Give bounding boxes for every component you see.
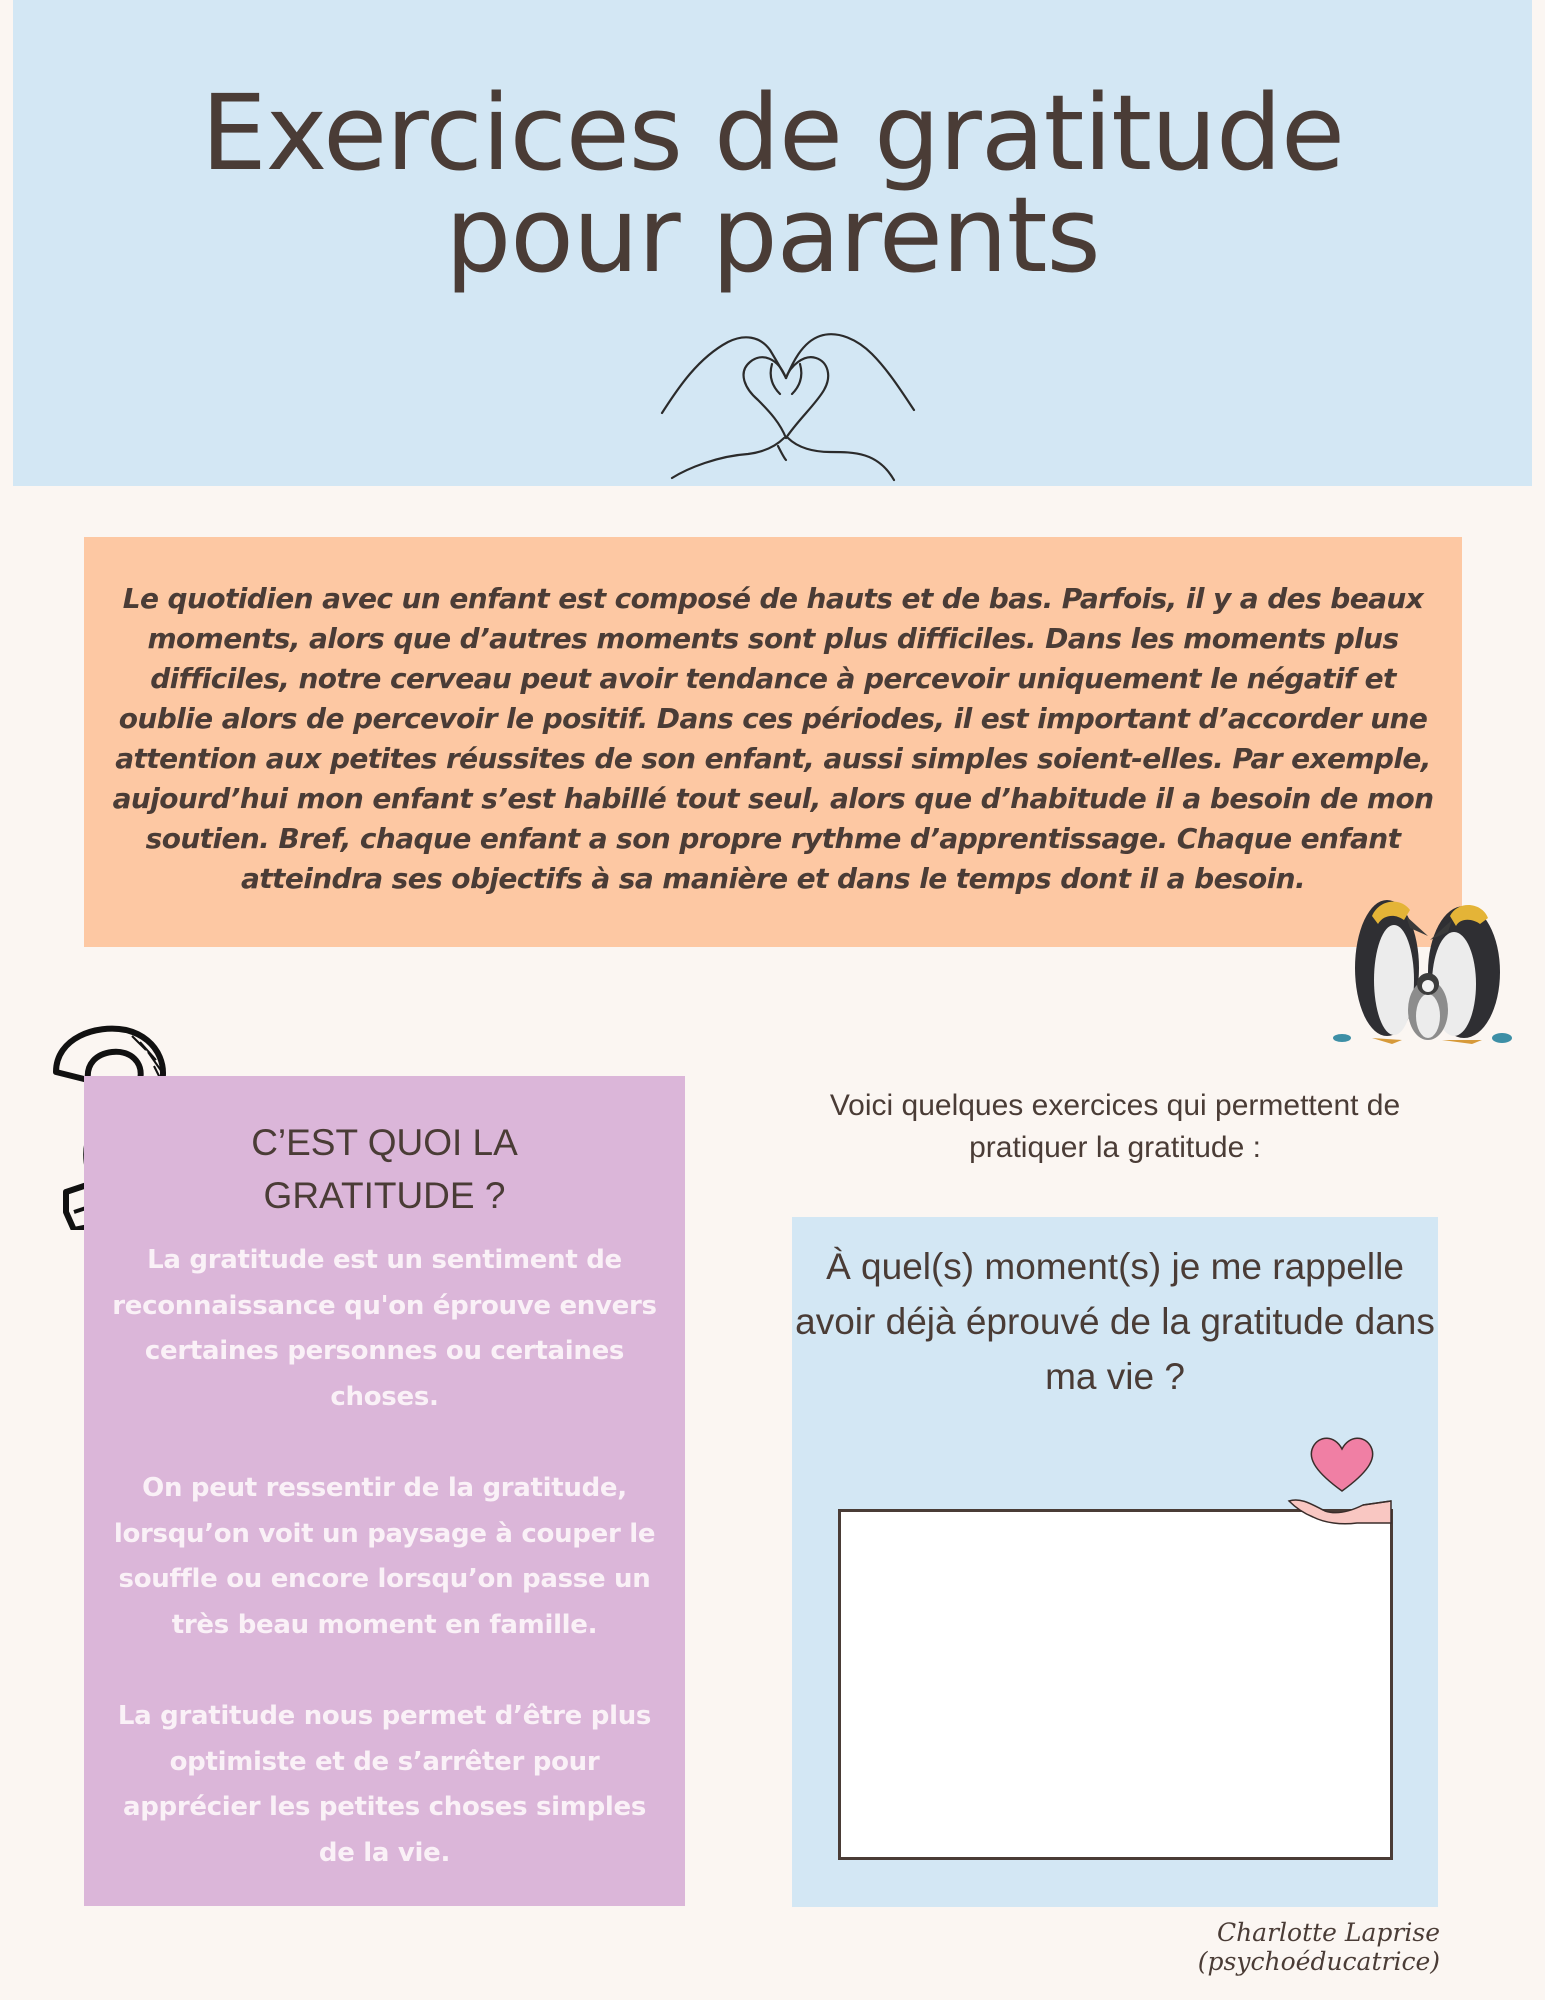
card-paragraph: La gratitude est un sentiment de reconnaissance qu'on éprouve envers certaines personnes ou certaines choses. <box>112 1245 657 1412</box>
title-line-2: pour parents <box>445 174 1100 296</box>
exercise-card <box>792 1217 1438 1907</box>
title-line-1: Exercices de gratitude <box>201 72 1344 194</box>
intro-box <box>84 537 1462 947</box>
card-title-line-1: C’EST QUOI LA <box>251 1122 518 1163</box>
page-title <box>13 72 1532 296</box>
intro-text: Le quotidien avec un enfant est composé de hauts et de bas. Parfois, il y a des beaux moments, alors que d’autres moments sont plus difficiles. Dans les moments plus difficiles, notre cerveau peut avoir tendance à percevoir uniquement le négatif et oublie alors de percevoir le positif. Dans ces périodes, il est important d’accorder une attention aux petites réussites de son enfant, aussi simples soient-elles. Par exemple, aujourd’hui mon enfant s’est habillé tout seul, alors que d’habitude il a besoin de mon soutien. Bref, chaque enfant a son propre rythme d’apprentissage. Chaque enfant atteindra ses objectifs à sa manière et dans le temps dont il a besoin. <box>112 582 1434 895</box>
exercises-intro: Voici quelques exercices qui permettent de pratiquer la gratitude : <box>829 1089 1401 1164</box>
signature: Charlotte Laprise (psychoéducatrice) <box>1197 1918 1440 1976</box>
penguin-family-icon <box>1332 880 1517 1050</box>
card-paragraph: La gratitude nous permet d’être plus optimiste et de s’arrêter pour apprécier les petites choses simples de la vie. <box>117 1701 652 1868</box>
header-banner <box>13 0 1532 486</box>
answer-box[interactable] <box>838 1509 1393 1860</box>
gratitude-definition-card <box>84 1076 685 1906</box>
card-title <box>84 1116 685 1222</box>
exercise-prompt: À quel(s) moment(s) je me rappelle avoir déjà éprouvé de la gratitude dans ma vie ? <box>795 1246 1435 1397</box>
card-title-line-2: GRATITUDE ? <box>263 1175 506 1216</box>
heart-in-hand-icon <box>1287 1429 1397 1529</box>
heart-hands-icon <box>658 328 918 483</box>
card-paragraph: On peut ressentir de la gratitude, lorsqu’on voit un paysage à couper le souffle ou encore lorsqu’on passe un très beau moment en famille. <box>113 1473 656 1640</box>
